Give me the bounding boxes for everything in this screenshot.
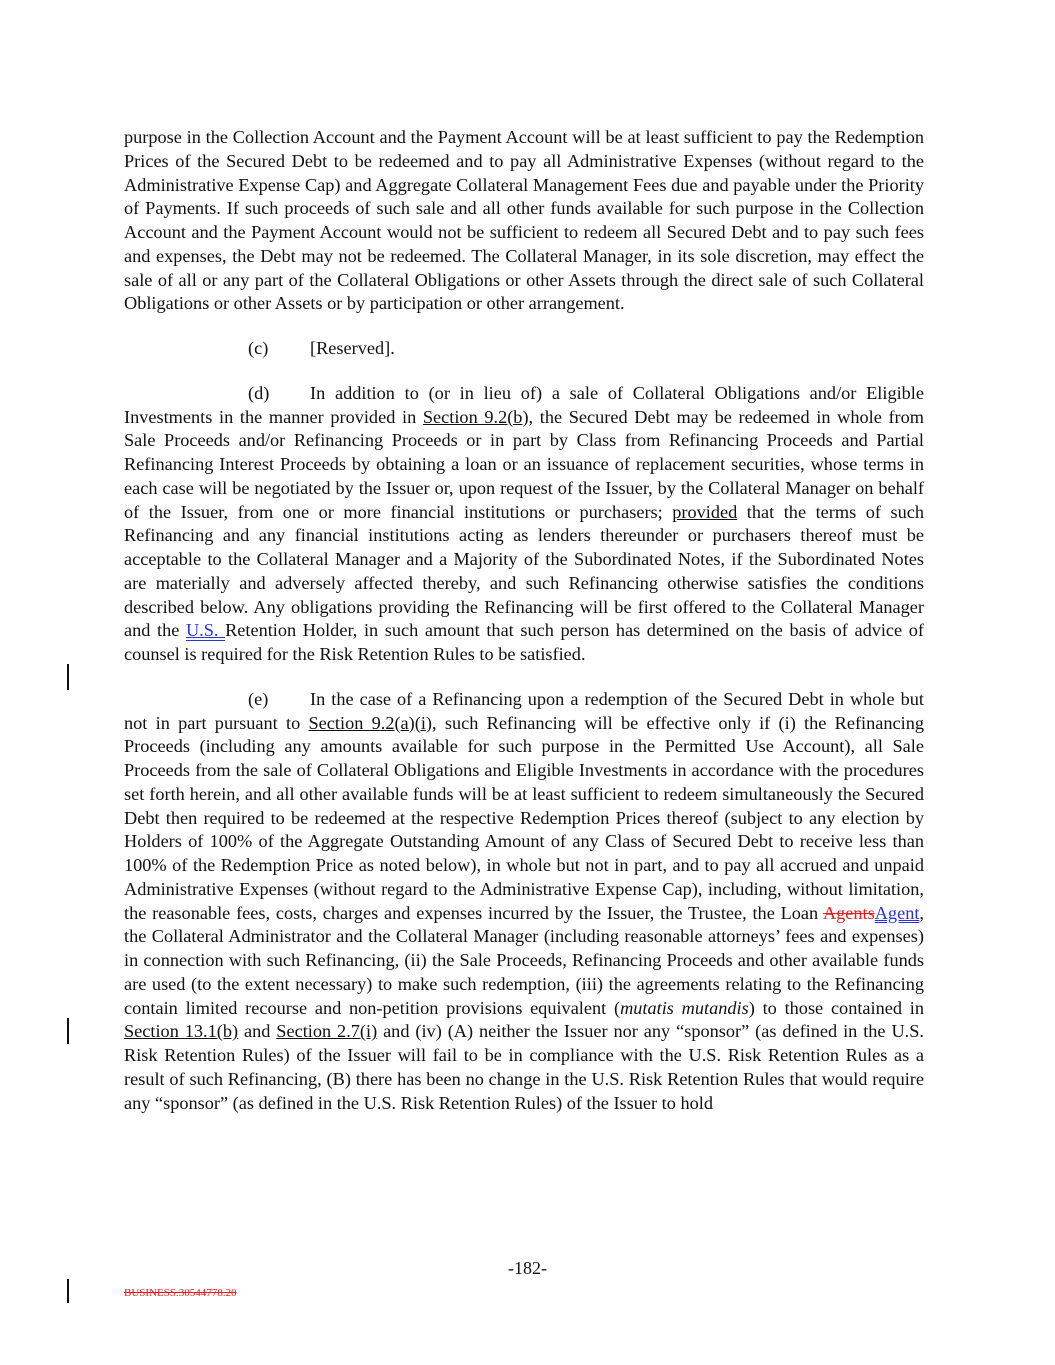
text: In the case of a Refinancing upon a redemption of the Secured Debt in whole but not in part pursuant to [124, 688, 924, 733]
text: , such Refinancing will be effective only if (i) the Refinancing Proceeds (including any amounts available for such purpose in the Permitted Use Account), all Sale Proceeds from the sale of Collateral Obligations and Eligible Investments in accordance with the procedures set forth herein, and all other available funds will be at least sufficient to redeem simultaneously the Secured Debt then required to be redeemed at the respective Redemption Prices thereof (subject to any election by Holders of 100% of the Aggregate Outstanding Amount of any Class of Secured Debt to receive less than 100% of the Redemption Price as noted below), in whole but not in part, and to pay all accrued and unpaid Administrative Expenses (without regard to the Administrative Expense Cap), including, without limitation, the reasonable fees, costs, charges and expenses incurred by the Issuer, the Trustee, the Loan [124, 712, 924, 923]
section-reference: Section 9.2(b) [422, 406, 529, 427]
document-page [124, 126, 924, 1136]
inserted-text: U.S. [185, 620, 226, 641]
page-number: -182- [508, 1258, 547, 1278]
text: and (iv) (A) neither the Issuer nor any “sponsor” (as defined in the U.S. Risk Retention Rules) of the Issuer will fail to be in compliance with the U.S. Risk Retention Rules as a result of such Refinancing, (B) there has been no change in the U.S. Risk Retention Rules that would require any “sponsor” (as defined in the U.S. Risk Retention Rules) of the Issuer to hold [124, 1021, 924, 1113]
change-bar [67, 1279, 69, 1303]
change-bar [67, 1018, 69, 1044]
paragraph-intro: purpose in the Collection Account and the Payment Account will be at least sufficient to pay the Redemption Prices of the Secured Debt to be redeemed and to pay all Administrative Expenses (without regard to the Administrative Expense Cap) and Aggregate Collateral Management Fees due and payable under the Priority of Payments. If such proceeds of such sale and all other funds available for such purpose in the Collection Account and the Payment Account would not be sufficient to redeem all Secured Debt and to pay such fees and expenses, the Debt may not be redeemed. The Collateral Manager, in its sole discretion, may effect the sale of all or any part of the Collateral Obligations or other Assets through the direct sale of such Collateral Obligations or other Assets or by participation or other arrangement. [124, 127, 924, 314]
provided-term: provided [672, 501, 738, 522]
paragraph-d [124, 382, 924, 667]
deleted-text: Agents [822, 902, 875, 923]
text: In addition to (or in lieu of) a sale of Collateral Obligations and/or Eligible Investments in the manner provided in [124, 382, 924, 427]
clause-label: (c) [248, 338, 269, 358]
text: , the Collateral Administrator and the Collateral Manager (including reasonable attorneys’ fees and expenses) in connection with such Refinancing, (ii) the Sale Proceeds, Refinancing Proceeds and other available funds are used (to the extent necessary) to make such redemption, (iii) the agreements relating to the Refinancing contain limited recourse and non-petition provisions equivalent ( [124, 902, 924, 1018]
section-reference: Section 9.2(a)(i) [308, 712, 433, 733]
clause-label: (d) [248, 382, 270, 403]
text: that the terms of such Refinancing and any financial institutions acting as lenders thereunder or purchasers thereof must be acceptable to the Collateral Manager and a Majority of the Subordinated Notes, if the Subordinated Notes are materially and adversely affected thereby, and such Refinancing otherwise satisfies the conditions described below. Any obligations providing the Refinancing will be first offered to the Collateral Manager and the [124, 501, 925, 641]
text: Retention Holder, in such amount that such person has determined on the basis of advice of counsel is required for the Risk Retention Rules to be satisfied. [124, 620, 924, 664]
text: ) to those contained in [748, 997, 924, 1018]
section-reference: Section 2.7(i) [276, 1021, 378, 1042]
change-bar [67, 664, 69, 690]
italic-text: mutatis mutandis [620, 997, 749, 1018]
clause-label: (e) [248, 688, 269, 709]
inserted-text: Agent [874, 902, 920, 923]
document-id-deleted: BUSINESS.30544778.20 [124, 1287, 237, 1299]
text: , the Secured Debt may be redeemed in whole from Sale Proceeds and/or Refinancing Proceeds or in part by Class from Refinancing Proceeds and Partial Refinancing Interest Proceeds by obtaining a loan or an issuance of replacement securities, whose terms in each case will be negotiated by the Issuer or, upon request of the Issuer, by the Collateral Manager on behalf of the Issuer, from one or more financial institutions or purchasers; [124, 406, 924, 522]
paragraph-c [124, 337, 924, 361]
section-reference: Section 13.1(b) [124, 1021, 239, 1042]
text: and [238, 1021, 277, 1042]
clause-text: [Reserved]. [310, 338, 395, 358]
paragraph-e [124, 688, 924, 1116]
